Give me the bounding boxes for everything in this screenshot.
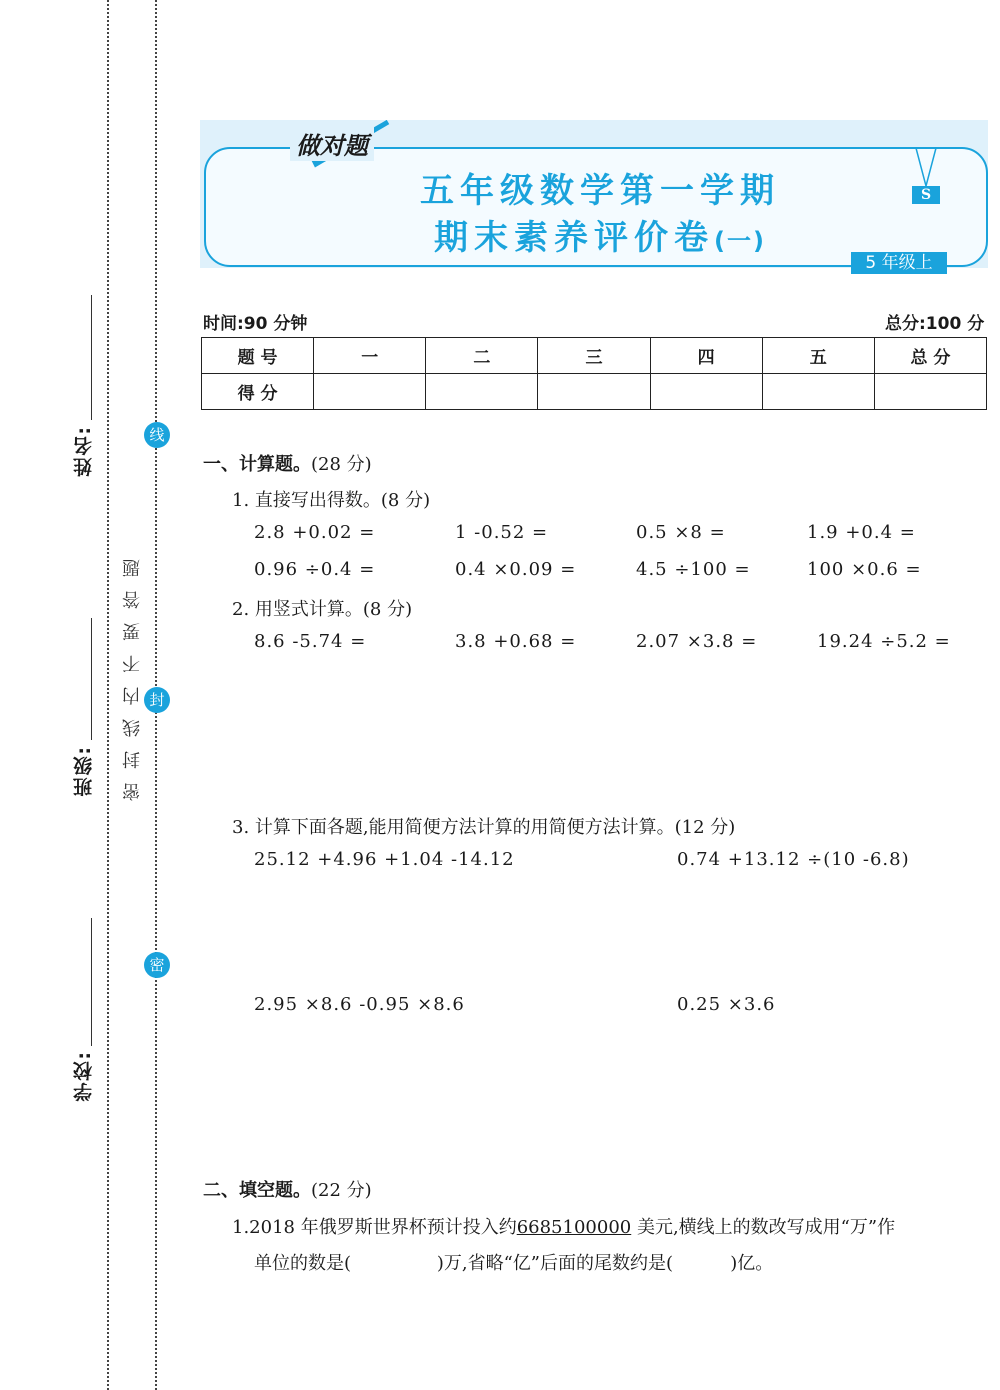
seal-badge-seal: 封 (144, 687, 170, 713)
vertical-calc-item: 2.07 ×3.8 = (636, 631, 758, 652)
exam-total-score: 总分:100 分 (885, 314, 985, 334)
simplify-calc-item: 0.25 ×3.6 (677, 994, 776, 1015)
score-cell[interactable] (762, 374, 874, 410)
calc-item: 100 ×0.6 = (807, 559, 922, 580)
calc-item: 2.8 +0.02 = (254, 522, 376, 543)
seal-instruction: 密封线内不要答题 (122, 545, 143, 801)
simplify-calc-item: 0.74 +13.12 ÷(10 -6.8) (677, 849, 910, 870)
section2-q1-line2: 单位的数是( )万,省略“亿”后面的尾数约是( )亿。 (254, 1253, 774, 1274)
vertical-calc-item: 3.8 +0.68 = (455, 631, 577, 652)
calc-item: 0.96 ÷0.4 = (254, 559, 376, 580)
vertical-calc-item: 19.24 ÷5.2 = (817, 631, 951, 652)
section1-q1: 1. 直接写出得数。(8 分) (232, 490, 431, 511)
score-row-label: 得 分 (202, 374, 314, 410)
score-cell[interactable] (650, 374, 762, 410)
score-header-cell: 一 (314, 338, 426, 374)
exam-title-main: 期末素养评价卷 (434, 218, 715, 258)
score-table-header-row (202, 338, 987, 374)
score-table (201, 337, 987, 410)
score-header-cell: 总 分 (874, 338, 986, 374)
score-header-cell: 二 (426, 338, 538, 374)
exam-time: 时间:90 分钟 (203, 314, 308, 334)
exam-title-line2 (330, 210, 870, 259)
score-cell[interactable] (874, 374, 986, 410)
calc-item: 1 -0.52 = (455, 522, 549, 543)
calc-item: 0.5 ×8 = (636, 522, 726, 543)
seal-badge-secret: 密 (144, 952, 170, 978)
calc-item: 0.4 ×0.09 = (455, 559, 577, 580)
school-label: 学校: (73, 1050, 95, 1102)
section1-q3: 3. 计算下面各题,能用简便方法计算的用简便方法计算。(12 分) (232, 817, 736, 838)
class-field[interactable] (91, 618, 92, 740)
name-label: 姓名: (73, 425, 95, 477)
score-table-score-row (202, 374, 987, 410)
class-label: 班级: (73, 745, 95, 797)
name-field[interactable] (91, 295, 92, 420)
q2-answer-space[interactable] (232, 665, 982, 805)
section1-heading: 一、计算题。(28 分) (203, 454, 372, 475)
school-field[interactable] (91, 918, 92, 1046)
vertical-calc-item: 8.6 -5.74 = (254, 631, 367, 652)
score-header-cell: 五 (762, 338, 874, 374)
grade-tag: 5 年级上 (851, 252, 947, 274)
seal-badge-line: 线 (144, 422, 170, 448)
binding-dotted-line-outer (107, 0, 109, 1390)
score-header-cell: 三 (538, 338, 650, 374)
exam-title-line1: 五年级数学第一学期 (420, 171, 780, 211)
score-header-cell: 四 (650, 338, 762, 374)
calc-item: 4.5 ÷100 = (636, 559, 751, 580)
simplify-calc-item: 25.12 +4.96 +1.04 -14.12 (254, 849, 515, 870)
score-header-cell: 题 号 (202, 338, 314, 374)
brand-logo-text: 做对题 (290, 126, 374, 161)
pendant-string-icon (912, 148, 940, 188)
calc-item: 1.9 +0.4 = (807, 522, 916, 543)
section2-heading: 二、填空题。(22 分) (203, 1180, 372, 1201)
s-mark-icon: S (912, 186, 940, 204)
section1-q2: 2. 用竖式计算。(8 分) (232, 599, 413, 620)
section2-q1-line1: 1.2018 年俄罗斯世界杯预计投入约6685100000 美元,横线上的数改写成用“万”作 (232, 1217, 896, 1238)
simplify-calc-item: 2.95 ×8.6 -0.95 ×8.6 (254, 994, 465, 1015)
score-cell[interactable] (314, 374, 426, 410)
exam-title-paren: (一) (714, 227, 766, 255)
underlined-number: 6685100000 (516, 1217, 632, 1238)
score-cell[interactable] (426, 374, 538, 410)
score-cell[interactable] (538, 374, 650, 410)
